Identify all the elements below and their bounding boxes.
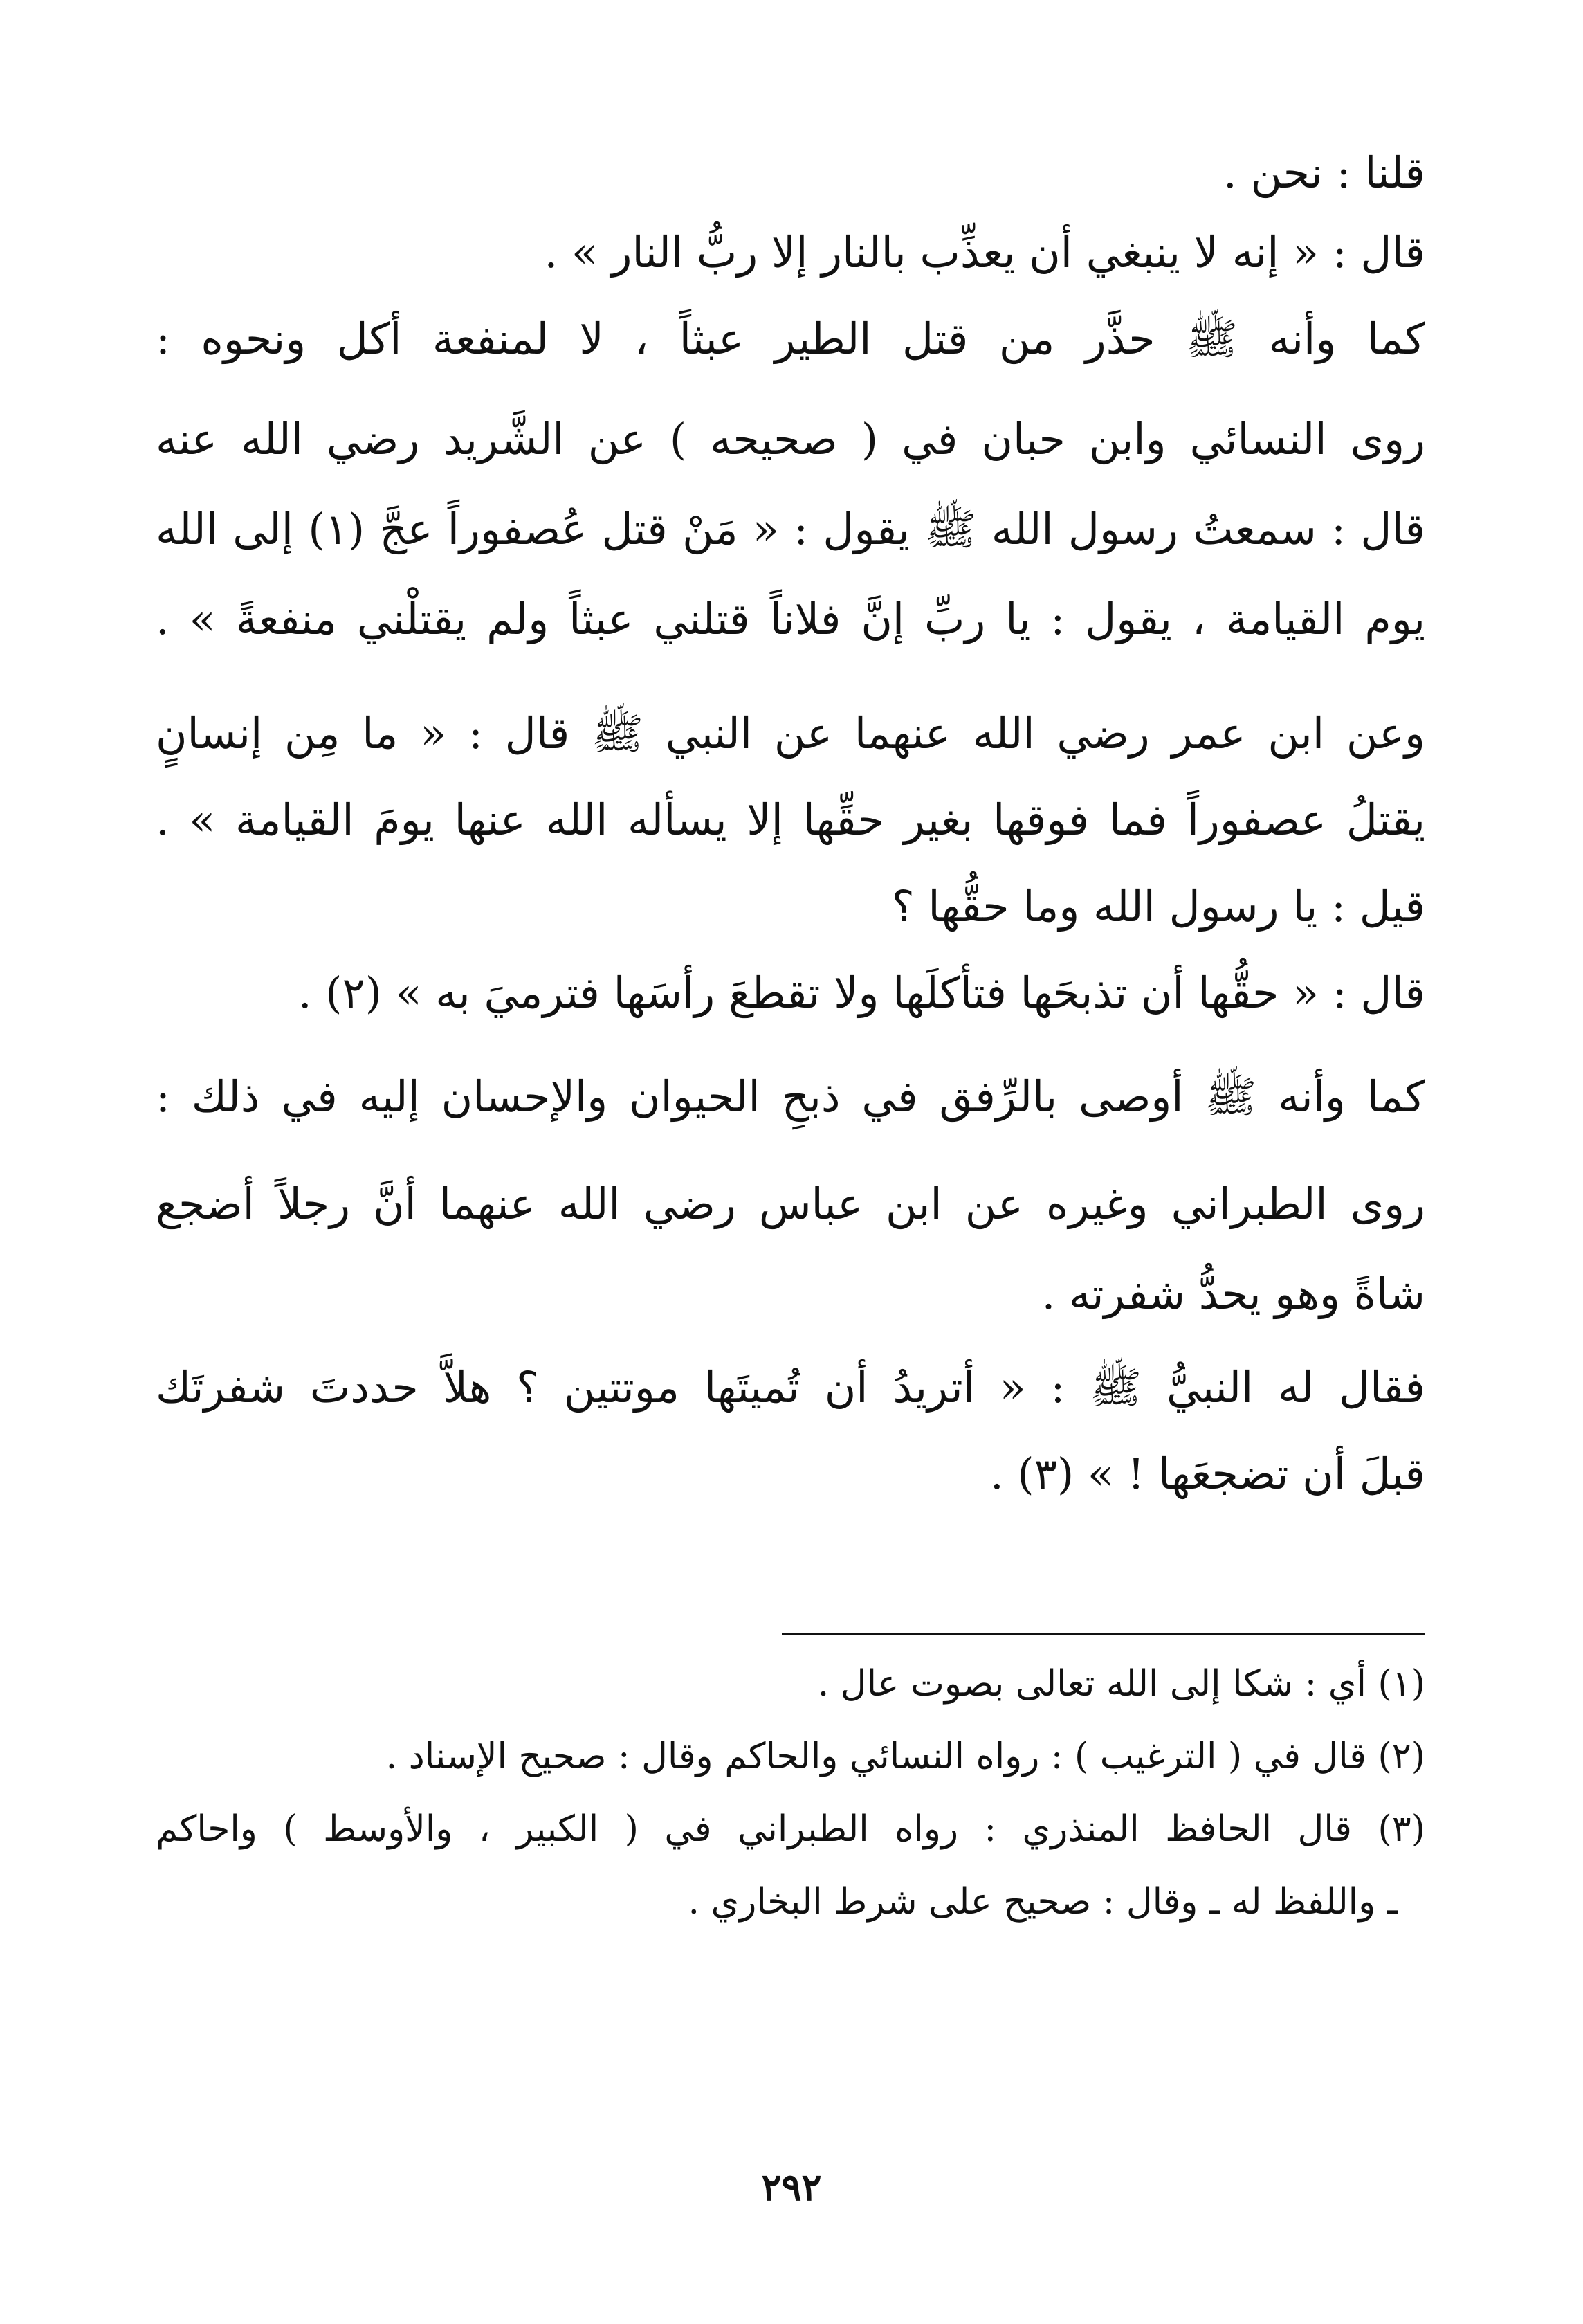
footnote-line: (٢) قال في ( الترغيب ) : رواه النسائي والحاكم وقال : صحيح الإسناد . — [385, 1736, 1425, 1777]
text-line: قيل : يا رسول الله وما حقُّها ؟ — [891, 881, 1425, 932]
text-line: وعن ابن عمر رضي الله عنهما عن النبي ﷺ قال : « ما مِن إنسانٍ — [156, 708, 1425, 759]
text-line: قال : سمعتُ رسول الله ﷺ يقول : « مَنْ قتل عُصفوراً عجَّ (١) إلى الله — [156, 504, 1425, 554]
text-line: قلنا : نحن . — [1223, 147, 1425, 198]
text-line: روى الطبراني وغيره عن ابن عباس رضي الله عنهما أنَّ رجلاً أضجع — [156, 1179, 1425, 1229]
text-line: كما وأنه ﷺ حذَّر من قتل الطير عبثاً ، لا لمنفعة أكل ونحوه : — [156, 314, 1425, 364]
text-line: قبلَ أن تضجعَها ! » (٣) . — [990, 1449, 1425, 1499]
footnote-line: (٣) قال الحافظ المنذري : رواه الطبراني في ( الكبير ، والأوسط ) واحاكم — [156, 1808, 1425, 1850]
text-line: روى النسائي وابن حبان في ( صحيحه ) عن الشَّريد رضي الله عنه — [156, 414, 1425, 464]
page-number: ٢٩٢ — [761, 2165, 822, 2209]
footnote-line: ـ واللفظ له ـ وقال : صحيح على شرط البخاري . — [688, 1881, 1398, 1923]
text-line: قال : « حقُّها أن تذبحَها فتأكلَها ولا تقطعَ رأسَها فترميَ به » (٢) . — [298, 968, 1425, 1018]
footnote-divider — [782, 1633, 1425, 1635]
text-line: يوم القيامة ، يقول : يا ربِّ إنَّ فلاناً قتلني عبثاً ولم يقتلْني منفعةً » . — [156, 594, 1425, 644]
footnote-line: (١) أي : شكا إلى الله تعالى بصوت عال . — [817, 1663, 1425, 1705]
text-line: كما وأنه ﷺ أوصى بالرِّفق في ذبحِ الحيوان والإحسان إليه في ذلك : — [156, 1071, 1425, 1122]
text-line: شاةً وهو يحدُّ شفرته . — [1041, 1269, 1425, 1319]
text-line: فقال له النبيُّ ﷺ : « أتريدُ أن تُميتَها موتتين ؟ هلاَّ حددتَ شفرتَك — [156, 1362, 1425, 1413]
text-line: يقتلُ عصفوراً فما فوقها بغير حقِّها إلا يسأله الله عنها يومَ القيامة » . — [156, 795, 1425, 845]
text-line: قال : « إنه لا ينبغي أن يعذِّب بالنار إلا ربُّ النار » . — [544, 227, 1425, 278]
